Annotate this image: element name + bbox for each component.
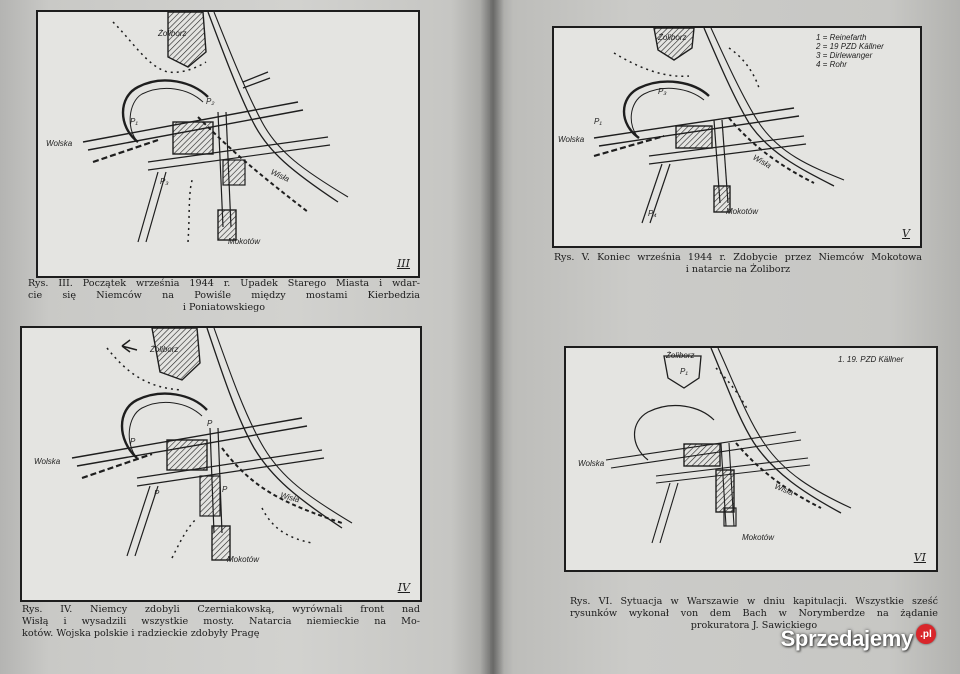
map-figure-iv [20,326,422,602]
label-wisla: Wisła [269,167,291,184]
watermark-badge: .pl [916,624,936,644]
caption-line: cie się Niemców na Powiśle między mostami Kierbedzia [28,290,420,301]
caption-line: Rys. V. Koniec września 1944 r. Zdobycie przez Niemców Mokotowa [554,252,922,263]
label-zoliborz: Żoliborz [666,351,695,360]
legend-item: 1 = Reinefarth [816,33,867,42]
label-p1: P₁ [594,117,602,126]
caption-line: Rys. III. Początek września 1944 r. Upadek Starego Miasta i wdar- [28,278,420,289]
figure-number: III [396,257,410,270]
label-zoliborz: Żoliborz [158,29,187,38]
label-mokotow: Mokotów [227,555,260,564]
caption-line: Rys. VI. Sytuacja w Warszawie w dniu kapitulacji. Wszystkie sześć [570,596,938,607]
label-wolska: Wolska [34,457,61,466]
label-wisla: Wisła [773,481,795,498]
label-p: P [222,485,228,494]
label-p: P [154,489,160,498]
legend-item: 1. 19. PZD Källner [838,355,904,364]
map-drawing-iv [22,328,420,600]
legend-item: 2 = 19 PZD Källner [816,42,884,51]
label-p: P [207,419,213,428]
figure-number: VI [913,551,926,564]
label-wolska: Wolska [46,139,73,148]
caption-line: prokuratora J. Sawickiego [690,620,818,631]
figure-number: V [902,227,910,240]
label-zoliborz: Żoliborz [658,33,687,42]
map-figure-iii [36,10,420,278]
label-p: P [130,437,136,446]
legend-item: 4 = Rohr [816,60,847,69]
label-p3: P₃ [160,177,169,186]
caption-figure-iv [22,604,420,640]
watermark-text: Sprzedajemy [780,626,913,651]
caption-line: Wisłą i wysadzili wszystkie mosty. Natarcia niemieckie na Mo- [22,616,420,627]
caption-figure-v [554,252,922,276]
label-p4: P₄ [648,209,657,218]
caption-line: i Poniatowskiego [182,302,266,313]
label-wisla: Wisła [279,490,301,505]
figure-number: IV [397,581,410,594]
label-wisla: Wisła [751,152,773,171]
caption-line: i natarcie na Żoliborz [685,264,791,275]
label-mokotow: Mokotów [726,207,759,216]
label-mokotow: Mokotów [742,533,775,542]
caption-figure-iii [28,278,420,314]
book-gutter [480,0,504,674]
caption-line: kotów. Wojska polskie i radzieckie zdobyły Pragę [22,628,260,639]
caption-line: Rys. IV. Niemcy zdobyli Czerniakowską, wyrównali front nad [22,604,420,615]
label-p2: P₂ [206,97,215,106]
watermark-logo [781,626,936,652]
caption-line: rysunków wykonał von dem Bach w Norymberdze na żądanie [570,608,938,619]
legend-item: 3 = Dirlewanger [816,51,873,60]
legend-box [816,34,884,69]
map-figure-vi [564,346,938,572]
label-p1: P₁ [130,117,138,126]
label-p1: P₁ [680,367,688,376]
label-mokotow: Mokotów [228,237,261,246]
label-zoliborz: Żoliborz [150,345,179,354]
label-p3: P₃ [658,87,667,96]
label-wolska: Wolska [578,459,605,468]
map-figure-v [552,26,922,248]
label-wolska: Wolska [558,135,585,144]
